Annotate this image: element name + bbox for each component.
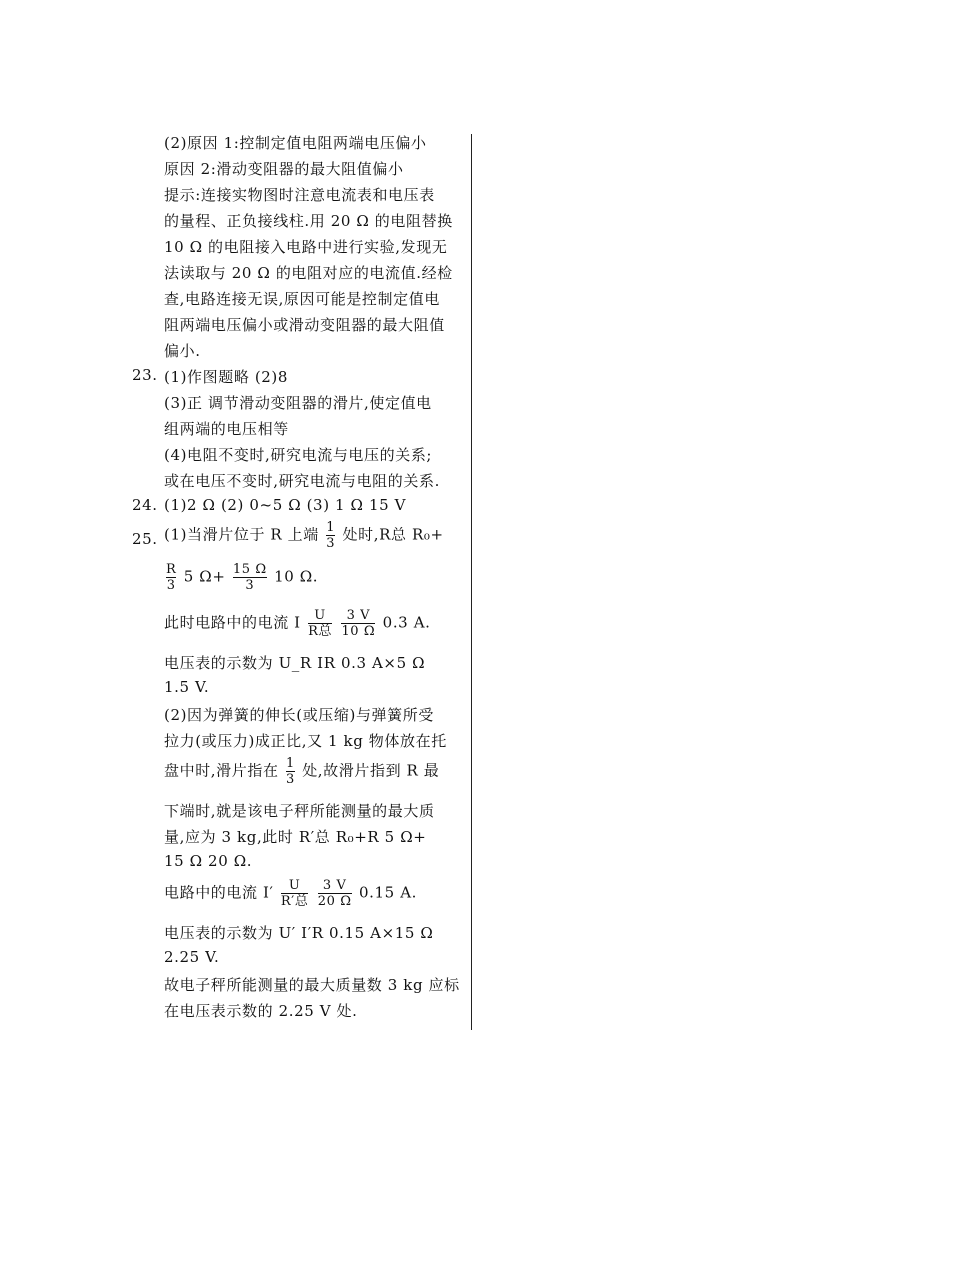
- text-line: 15 Ω 20 Ω.: [164, 852, 253, 870]
- fraction: [286, 756, 295, 787]
- numerator: 15 Ω: [232, 562, 267, 577]
- fraction: [308, 608, 332, 639]
- denominator: 20 Ω: [317, 894, 352, 909]
- text-span: 此时电路中的电流 I: [164, 613, 307, 632]
- fraction: [233, 562, 267, 593]
- text-span: 电路中的电流 I′: [164, 883, 279, 902]
- text-line: 量,应为 3 kg,此时 R′总 R₀+R 5 Ω+: [164, 828, 427, 846]
- text-line: 拉力(或压力)成正比,又 1 kg 物体放在托: [164, 732, 447, 750]
- question-number: 23.: [132, 366, 158, 384]
- fraction: [326, 520, 335, 551]
- text-line: 法读取与 20 Ω 的电阻对应的电流值.经检: [164, 264, 453, 282]
- text-line: 1.5 V.: [164, 678, 210, 696]
- text-line: 阻两端电压偏小或滑动变阻器的最大阻值: [164, 316, 445, 334]
- formula-line: [164, 562, 318, 593]
- denominator: R总: [308, 624, 333, 639]
- question-number: 25.: [132, 530, 158, 548]
- denominator: 3: [166, 578, 176, 593]
- text-line: (4)电阻不变时,研究电流与电压的关系;: [164, 446, 433, 464]
- text-span: 0.3 A.: [382, 613, 431, 632]
- text-span: 0.15 A.: [359, 883, 417, 902]
- text-line: 电压表的示数为 U′ I′R 0.15 A×15 Ω: [164, 924, 434, 942]
- text-line: 下端时,就是该电子秤所能测量的最大质: [164, 802, 435, 820]
- denominator: 3: [326, 536, 336, 551]
- text-line: (3)正 调节滑动变阻器的滑片,使定值电: [164, 394, 432, 412]
- text-span: 5 Ω+: [183, 567, 226, 586]
- text-line: (2)原因 1:控制定值电阻两端电压偏小: [164, 134, 427, 152]
- text-span: 10 Ω.: [274, 567, 319, 586]
- numerator: 3 V: [346, 608, 371, 623]
- text-line: 偏小.: [164, 342, 201, 360]
- text-span: 处,故滑片指到 R 最: [302, 761, 440, 780]
- numerator: 3 V: [322, 878, 347, 893]
- fraction: [318, 878, 352, 909]
- text-line: 在电压表示数的 2.25 V 处.: [164, 1002, 358, 1020]
- fraction: [166, 562, 176, 593]
- denominator: 10 Ω: [341, 624, 376, 639]
- fraction: [341, 608, 375, 639]
- text-line: 组两端的电压相等: [164, 420, 289, 438]
- text-line: 或在电压不变时,研究电流与电阻的关系.: [164, 472, 440, 490]
- text-line: (2)因为弹簧的伸长(或压缩)与弹簧所受: [164, 706, 434, 724]
- text-line: 2.25 V.: [164, 948, 220, 966]
- question-number: 24.: [132, 496, 158, 514]
- text-line: 查,电路连接无误,原因可能是控制定值电: [164, 290, 440, 308]
- text-span: 处时,R总 R₀+: [342, 525, 444, 544]
- numerator: R: [166, 562, 177, 577]
- numerator: U: [314, 608, 326, 623]
- text-line: 故电子秤所能测量的最大质量数 3 kg 应标: [164, 976, 460, 994]
- text-line: 提示:连接实物图时注意电流表和电压表: [164, 186, 435, 204]
- numerator: 1: [285, 756, 295, 771]
- text-line: 10 Ω 的电阻接入电路中进行实验,发现无: [164, 238, 448, 256]
- column-divider: [471, 134, 472, 1030]
- formula-line: [164, 608, 431, 639]
- formula-line: [164, 878, 417, 909]
- numerator: 1: [326, 520, 336, 535]
- formula-line: [164, 756, 439, 787]
- text-line: 电压表的示数为 U_R IR 0.3 A×5 Ω: [164, 654, 426, 672]
- fraction: [281, 878, 309, 909]
- numerator: U: [288, 878, 301, 893]
- formula-line: [164, 520, 444, 551]
- text-line: (1)2 Ω (2) 0~5 Ω (3) 1 Ω 15 V: [164, 496, 407, 514]
- text-span: 盘中时,滑片指在: [164, 761, 279, 780]
- text-line: 的量程、正负接线柱.用 20 Ω 的电阻替换: [164, 212, 453, 230]
- text-span: (1)当滑片位于 R 上端: [164, 525, 319, 544]
- text-line: (1)作图题略 (2)8: [164, 368, 289, 386]
- text-line: 原因 2:滑动变阻器的最大阻值偏小: [164, 160, 404, 178]
- denominator: 3: [233, 577, 267, 593]
- denominator: R′总: [280, 894, 309, 909]
- denominator: 3: [285, 772, 295, 787]
